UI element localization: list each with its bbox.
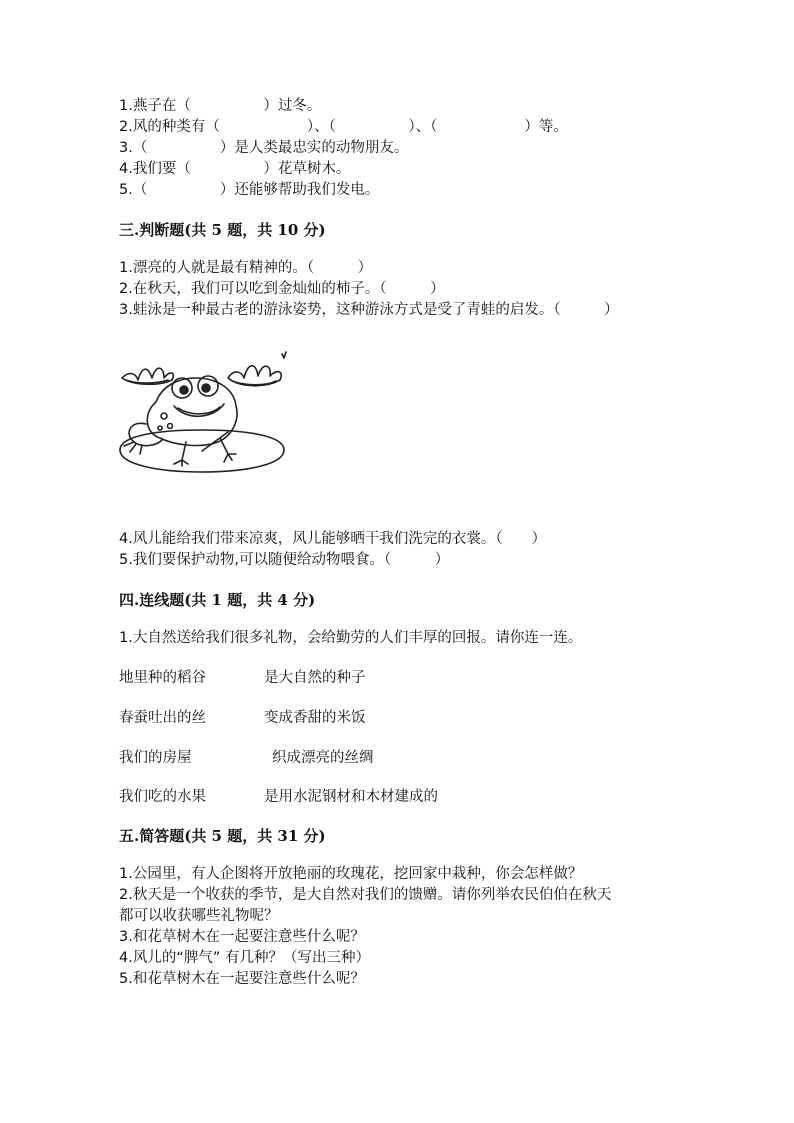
judge-item-2: 2.在秋天，我们可以吃到金灿灿的柿子。（ ） [119,281,445,297]
match-right-2: 变成香甜的米饭 [264,710,366,726]
short-answer-item-2-cont: 都可以收获哪些礼物呢？ [119,908,279,924]
short-answer-item-4: 4.风儿的“脾气” 有几种？（写出三种） [119,950,370,966]
short-answer-item-1: 1.公园里，有人企图将开放艳丽的玫瑰花，挖回家中栽种，你会怎样做？ [119,866,583,882]
match-left-1: 地里种的稻谷 [119,670,206,686]
fill-blank-item-4: 4.我们要（ ）花草树木。 [119,161,351,177]
judge-heading: 三.判断题(共 5 题，共 10 分) [119,221,326,239]
short-answer-heading: 五.简答题(共 5 题，共 31 分) [119,827,326,845]
fill-blank-item-2: 2.风的种类有（ ）、（ ）、（ ）等。 [119,119,568,135]
match-heading: 四.连线题(共 1 题，共 4 分) [119,591,316,609]
match-left-4: 我们吃的水果 [119,789,206,805]
judge-item-4: 4.风儿能给我们带来凉爽，风儿能够晒干我们洗完的衣裳。（ ） [119,531,547,547]
short-answer-item-5: 5.和花草树木在一起要注意些什么呢？ [119,971,365,987]
match-right-3: 织成漂亮的丝绸 [272,750,374,766]
match-right-4: 是用水泥钢材和木材建成的 [264,789,438,805]
fill-blank-item-3: 3.（ ）是人类最忠实的动物朋友。 [119,140,409,156]
short-answer-item-2: 2.秋天是一个收获的季节，是大自然对我们的馈赠。请你列举农民伯伯在秋天 [119,887,612,903]
short-answer-item-3: 3.和花草树木在一起要注意些什么呢？ [119,929,365,945]
fill-blank-item-1: 1.燕子在（ ）过冬。 [119,98,322,114]
match-left-2: 春蚕吐出的丝 [119,710,206,726]
judge-item-1: 1.漂亮的人就是最有精神的。（ ） [119,260,373,276]
match-right-1: 是大自然的种子 [264,670,366,686]
match-left-3: 我们的房屋 [119,750,192,766]
judge-item-5: 5.我们要保护动物,可以随便给动物喂食。（ ） [119,552,450,568]
frog-on-lily-pad-drawing [116,350,290,478]
match-prompt: 1.大自然送给我们很多礼物，会给勤劳的人们丰厚的回报。请你连一连。 [119,630,583,646]
judge-item-3: 3.蛙泳是一种最古老的游泳姿势，这种游泳方式是受了青蛙的启发。（ ） [119,302,619,318]
fill-blank-item-5: 5.（ ）还能够帮助我们发电。 [119,182,380,198]
